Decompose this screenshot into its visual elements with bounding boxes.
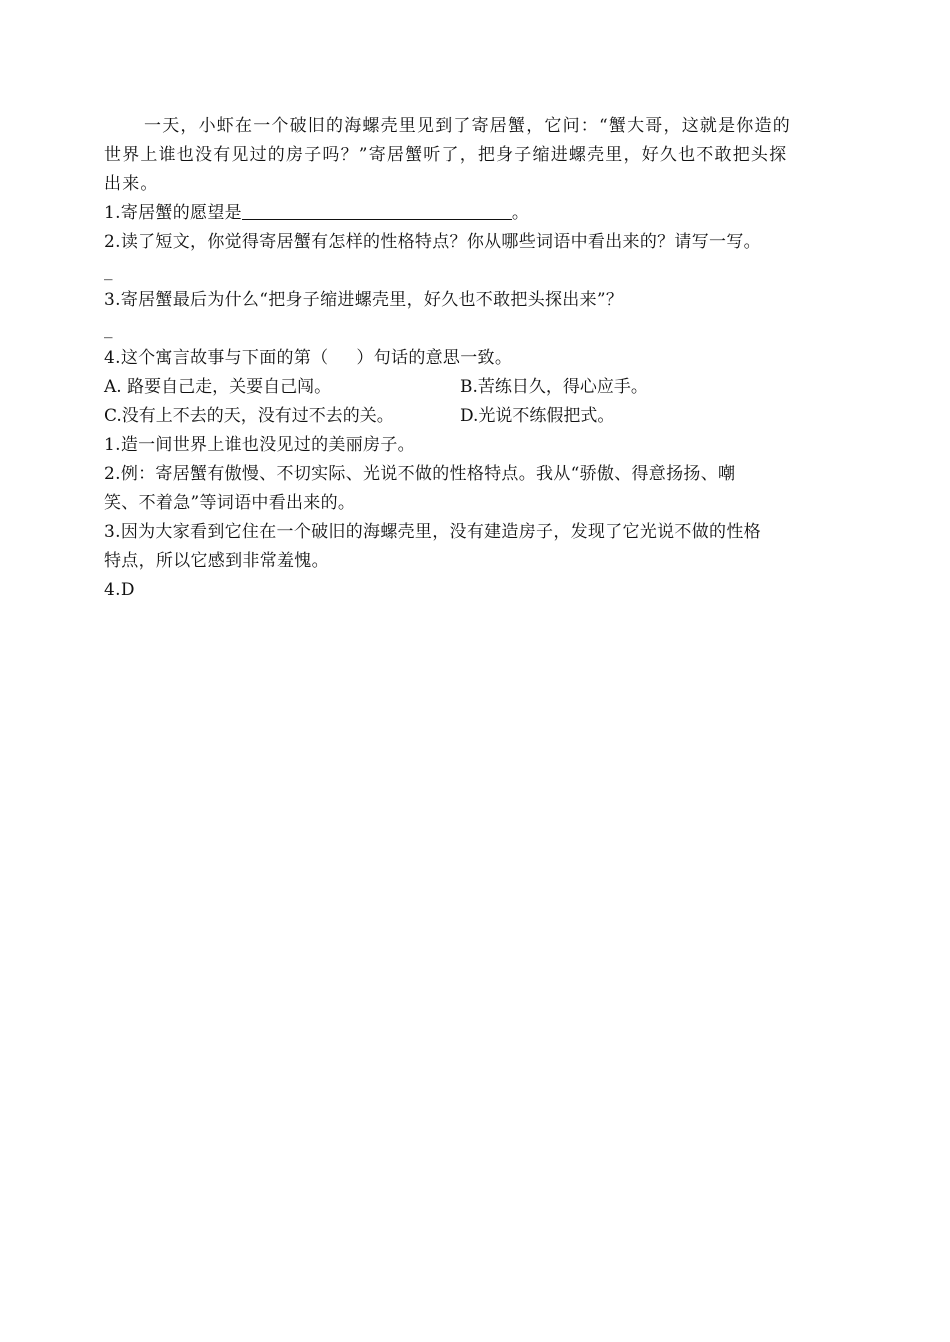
answer-2: 2.例：寄居蟹有傲慢、不切实际、光说不做的性格特点。我从“骄傲、得意扬扬、嘲	[104, 464, 736, 484]
answer-1: 1.造一间世界上谁也没见过的美丽房子。	[104, 435, 415, 455]
option-c: C.没有上不去的天，没有过不去的关。	[104, 406, 394, 426]
passage-line: 世界上谁也没有见过的房子吗？”寄居蟹听了，把身子缩进螺壳里，好久也不敢把头探	[104, 145, 788, 165]
story-passage	[104, 112, 850, 199]
answer-blank	[242, 201, 512, 220]
question-3: 3.寄居蟹最后为什么“把身子缩进螺壳里，好久也不敢把头探出来”？	[104, 290, 624, 310]
question-2: 2.读了短文，你觉得寄居蟹有怎样的性格特点？你从哪些词语中看出来的？请写一写。	[104, 232, 761, 252]
answer-3: 3.因为大家看到它住在一个破旧的海螺壳里，没有建造房子，发现了它光说不做的性格	[104, 522, 761, 542]
option-b: B.苦练日久，得心应手。	[460, 377, 648, 397]
document-page	[104, 112, 850, 605]
passage-line: 出来。	[104, 174, 159, 194]
answer-line: _	[104, 319, 113, 339]
question-1: 1.寄居蟹的愿望是 。	[104, 203, 530, 223]
options-row-1	[104, 373, 850, 402]
answer-line: _	[104, 261, 113, 281]
question-4: 4.这个寓言故事与下面的第（ ）句话的意思一致。	[104, 348, 513, 368]
options-row-2	[104, 402, 850, 431]
answer-3-cont: 特点，所以它感到非常羞愧。	[104, 551, 329, 571]
option-d: D.光说不练假把式。	[460, 406, 615, 426]
answer-4: 4.D	[104, 580, 135, 600]
answer-key	[104, 431, 850, 605]
answer-2-cont: 笑、不着急”等词语中看出来的。	[104, 493, 356, 513]
option-a: A. 路要自己走，关要自己闯。	[104, 377, 332, 397]
passage-line: 一天，小虾在一个破旧的海螺壳里见到了寄居蟹，它问：“蟹大哥，这就是你造的	[144, 116, 791, 136]
